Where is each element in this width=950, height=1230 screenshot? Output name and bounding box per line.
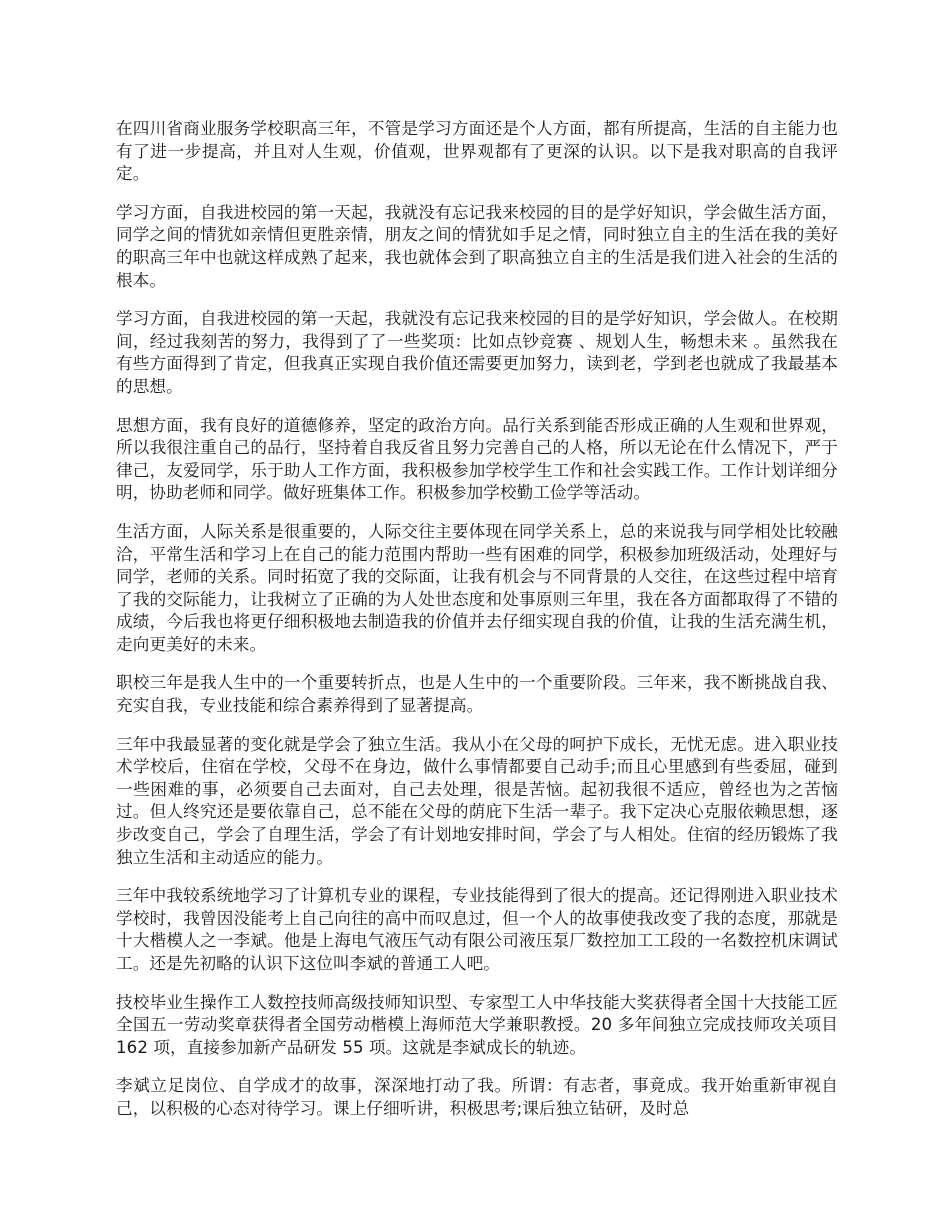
paragraph-independence: 三年中我最显著的变化就是学会了独立生活。我从小在父母的呵护下成长，无忧无虑。进入职业技术学校后，住宿在学校，父母不在身边，做什么事情都要自己动手;而且心里感到有些委屈，碰到一些困难的事，必须要自己去面对，自己去处理，很是苦恼。起初我很不适应，曾经也为之苦恼过。但人终究还是要依靠自己，总不能在父母的荫庇下生活一辈子。我下定决心克服依赖思想，逐步改变自己，学会了自理生活，学会了有计划地安排时间，学会了与人相处。住宿的经历锻炼了我独立生活和主动适应的能力。	[116, 734, 838, 867]
paragraph-turning-point: 职校三年是我人生中的一个重要转折点，也是人生中的一个重要阶段。三年来，我不断挑战自我、充实自我，专业技能和综合素养得到了显著提高。	[116, 673, 838, 716]
paragraph-intro: 在四川省商业服务学校职高三年，不管是学习方面还是个人方面，都有所提高，生活的自主能力也有了进一步提高，并且对人生观，价值观，世界观都有了更深的认识。以下是我对职高的自我评定。	[116, 119, 838, 184]
paragraph-life: 生活方面，人际关系是很重要的，人际交往主要体现在同学关系上，总的来说我与同学相处比较融洽，平常生活和学习上在自己的能力范围内帮助一些有困难的同学，积极参加班级活动，处理好与同学，老师的关系。同时拓宽了我的交际面，让我有机会与不同背景的人交往，在这些过程中培育了我的交际能力，让我树立了正确的为人处世态度和处事原则三年里，我在各方面都取得了不错的成绩，今后我也将更仔细积极地去制造我的价值并去仔细实现自我的价值，让我的生活充满生机，走向更美好的未来。	[116, 521, 838, 654]
paragraph-libin-story: 李斌立足岗位、自学成才的故事，深深地打动了我。所谓：有志者，事竟成。我开始重新审视自己，以积极的心态对待学习。课上仔细听讲，积极思考;课后独立钻研，及时总	[116, 1076, 838, 1118]
paragraph-libin-profile: 技校毕业生操作工人数控技师高级技师知识型、专家型工人中华技能大奖获得者全国十大技能工匠全国五一劳动奖章获得者全国劳动楷模上海师范大学兼职教授。20 多年间独立完成技师攻关项目 162 项，直接参加新产品研发 55 项。这就是李斌成长的轨迹。	[116, 992, 838, 1057]
document-body	[116, 118, 838, 1137]
paragraph-study-life: 学习方面，自我进校园的第一天起，我就没有忘记我来校园的目的是学好知识，学会做生活方面，同学之间的情犹如亲情但更胜亲情，朋友之间的情犹如手足之情，同时独立自主的生活在我的美好的职高三年中也就这样成熟了起来，我也就体会到了职高独立自主的生活是我们进入社会的生活的根本。	[116, 202, 838, 290]
paragraph-study-awards: 学习方面，自我进校园的第一天起，我就没有忘记我来校园的目的是学好知识，学会做人。在校期间，经过我刻苦的努力，我得到了了一些奖项：比如点钞竞赛 、规划人生，畅想未来 。虽然我在有些方面得到了肯定，但我真正实现自我价值还需要更加努力，读到老，学到老也就成了我最基本的思想。	[116, 309, 838, 396]
paragraph-thought: 思想方面，我有良好的道德修养，坚定的政治方向。品行关系到能否形成正确的人生观和世界观，所以我很注重自己的品行，坚持着自我反省且努力完善自己的人格，所以无论在什么情况下，严于律己，友爱同学，乐于助人工作方面，我积极参加学校学生工作和社会实践工作。工作计划详细分明，协助老师和同学。做好班集体工作。积极参加学校勤工俭学等活动。	[116, 415, 838, 503]
paragraph-computer-course: 三年中我较系统地学习了计算机专业的课程，专业技能得到了很大的提高。还记得刚进入职业技术学校时，我曾因没能考上自己向往的高中而叹息过，但一个人的故事使我改变了我的态度，那就是十大楷模人之一李斌。他是上海电气液压气动有限公司液压泵厂数控加工工段的一名数控机床调试工。还是先初略的认识下这位叫李斌的普通工人吧。	[116, 886, 838, 973]
